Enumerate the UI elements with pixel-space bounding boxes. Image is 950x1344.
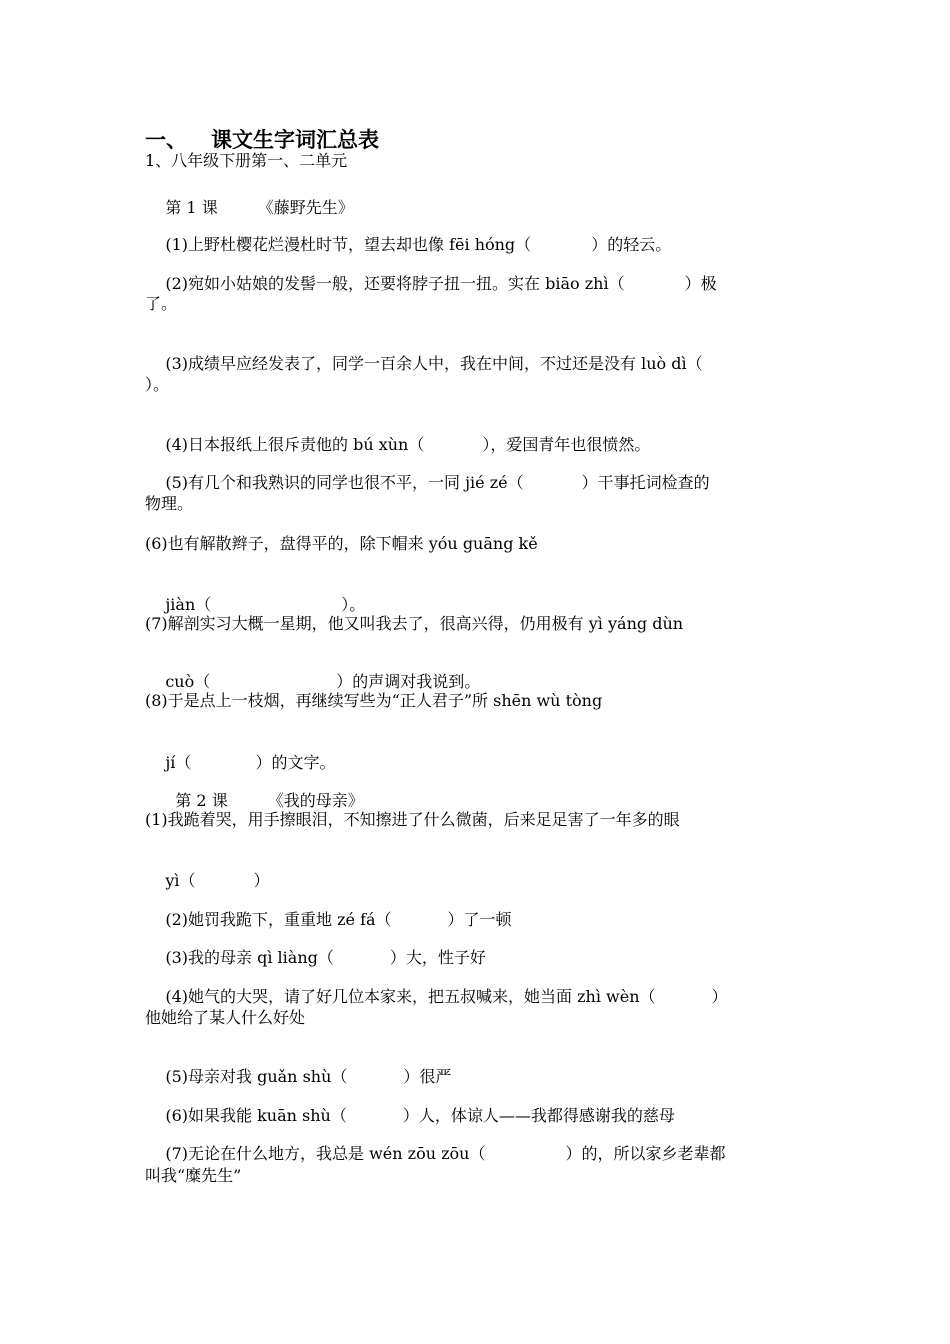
l1-item-5-cont: 物理。 [145, 494, 194, 513]
unit-label: 1、八年级下册第一、二单元 [145, 151, 348, 170]
l1-item-6: (6)也有解散辫子，盘得平的，除下帽来 yóu guāng kě [145, 534, 538, 553]
l1-item-5 [145, 453, 710, 513]
l1-item-1-text: (1)上野杜樱花烂漫杜时节，望去却也像 fēi hóng（ [165, 235, 532, 254]
l1-item-8: (8)于是点上一枝烟，再继续写些为“正人君子”所 shēn wù tòng [145, 691, 603, 710]
l2-item-1-cont-text: yì（ [165, 871, 196, 890]
l2-item-6-tail: ）人，体谅人——我都得感谢我的慈母 [402, 1106, 675, 1125]
l2-item-4-text: (4)她气的大哭，请了好几位本家来，把五叔喊来，她当面 zhì wèn（ [165, 987, 656, 1006]
section-number: 一、 [145, 128, 187, 152]
l1-item-7-cont-text: cuò（ [165, 672, 211, 691]
l2-item-1: (1)我跪着哭，用手擦眼泪，不知擦进了什么微菌，后来足足害了一年多的眼 [145, 810, 680, 829]
l1-item-2-text: (2)宛如小姑娘的发髻一般，还要将脖子扭一扭。实在 biāo zhì（ [165, 274, 625, 293]
l1-item-6-cont-text: jiàn（ [165, 595, 212, 614]
lesson-1-title: 《藤野先生》 [257, 198, 354, 217]
lesson-2-title: 《我的母亲》 [267, 791, 364, 810]
l2-item-5-text: (5)母亲对我 guǎn shù（ [165, 1067, 348, 1086]
l1-item-2-tail: ）极 [684, 274, 717, 293]
lesson-2-label: 第 2 课 [175, 791, 228, 810]
l1-item-3-cont: ）。 [145, 375, 170, 394]
l2-item-7-tail: ）的，所以家乡老辈都 [565, 1144, 726, 1163]
l1-item-4-text: (4)日本报纸上很斥责他的 bú xùn（ [165, 435, 425, 454]
l1-item-3 [145, 334, 703, 394]
l1-item-8-tail: ）的文字。 [255, 753, 336, 772]
l2-item-1-tail: ） [253, 871, 270, 890]
section-title: 课文生字词汇总表 [211, 128, 379, 152]
l1-item-8-cont-text: jí（ [165, 753, 192, 772]
section-heading [145, 124, 379, 154]
l1-item-4-tail: ），爱国青年也很愤然。 [482, 435, 651, 454]
l2-item-2-tail: ）了一顿 [447, 910, 512, 929]
l1-item-2 [145, 254, 790, 314]
l2-item-3-text: (3)我的母亲 qì liàng（ [165, 948, 334, 967]
l1-item-5-text: (5)有几个和我熟识的同学也很不平，一同 jié zé（ [165, 473, 524, 492]
l1-item-1-tail: ）的轻云。 [591, 235, 672, 254]
lesson-1-label: 第 1 课 [165, 198, 218, 217]
l1-item-7: (7)解剖实习大概一星期，他又叫我去了，很高兴得，仍用极有 yì yáng dùn [145, 614, 684, 633]
l1-item-5-tail: ）干事托词检查的 [581, 473, 710, 492]
l1-item-7-tail: ）的声调对我说到。 [336, 672, 481, 691]
l1-item-2-cont: 了。 [145, 294, 178, 313]
l2-item-7-text: (7)无论在什么地方，我总是 wén zōu zōu（ [165, 1144, 486, 1163]
l2-item-4-cont: 他她给了某人什么好处 [145, 1008, 306, 1027]
l2-item-7-cont: 叫我“糜先生” [145, 1166, 242, 1185]
l1-item-6-tail: ）。 [341, 595, 366, 614]
l1-item-3-text: (3)成绩早应经发表了，同学一百余人中，我在中间，不过还是没有 luò dì（ [165, 354, 703, 373]
l2-item-2-text: (2)她罚我跪下，重重地 zé fá（ [165, 910, 392, 929]
l2-item-4-tail: ） [711, 987, 728, 1006]
l2-item-6-text: (6)如果我能 kuān shù（ [165, 1106, 347, 1125]
l2-item-3-tail: ）大，性子好 [389, 948, 486, 967]
l2-item-5-tail: ）很严 [403, 1067, 452, 1086]
